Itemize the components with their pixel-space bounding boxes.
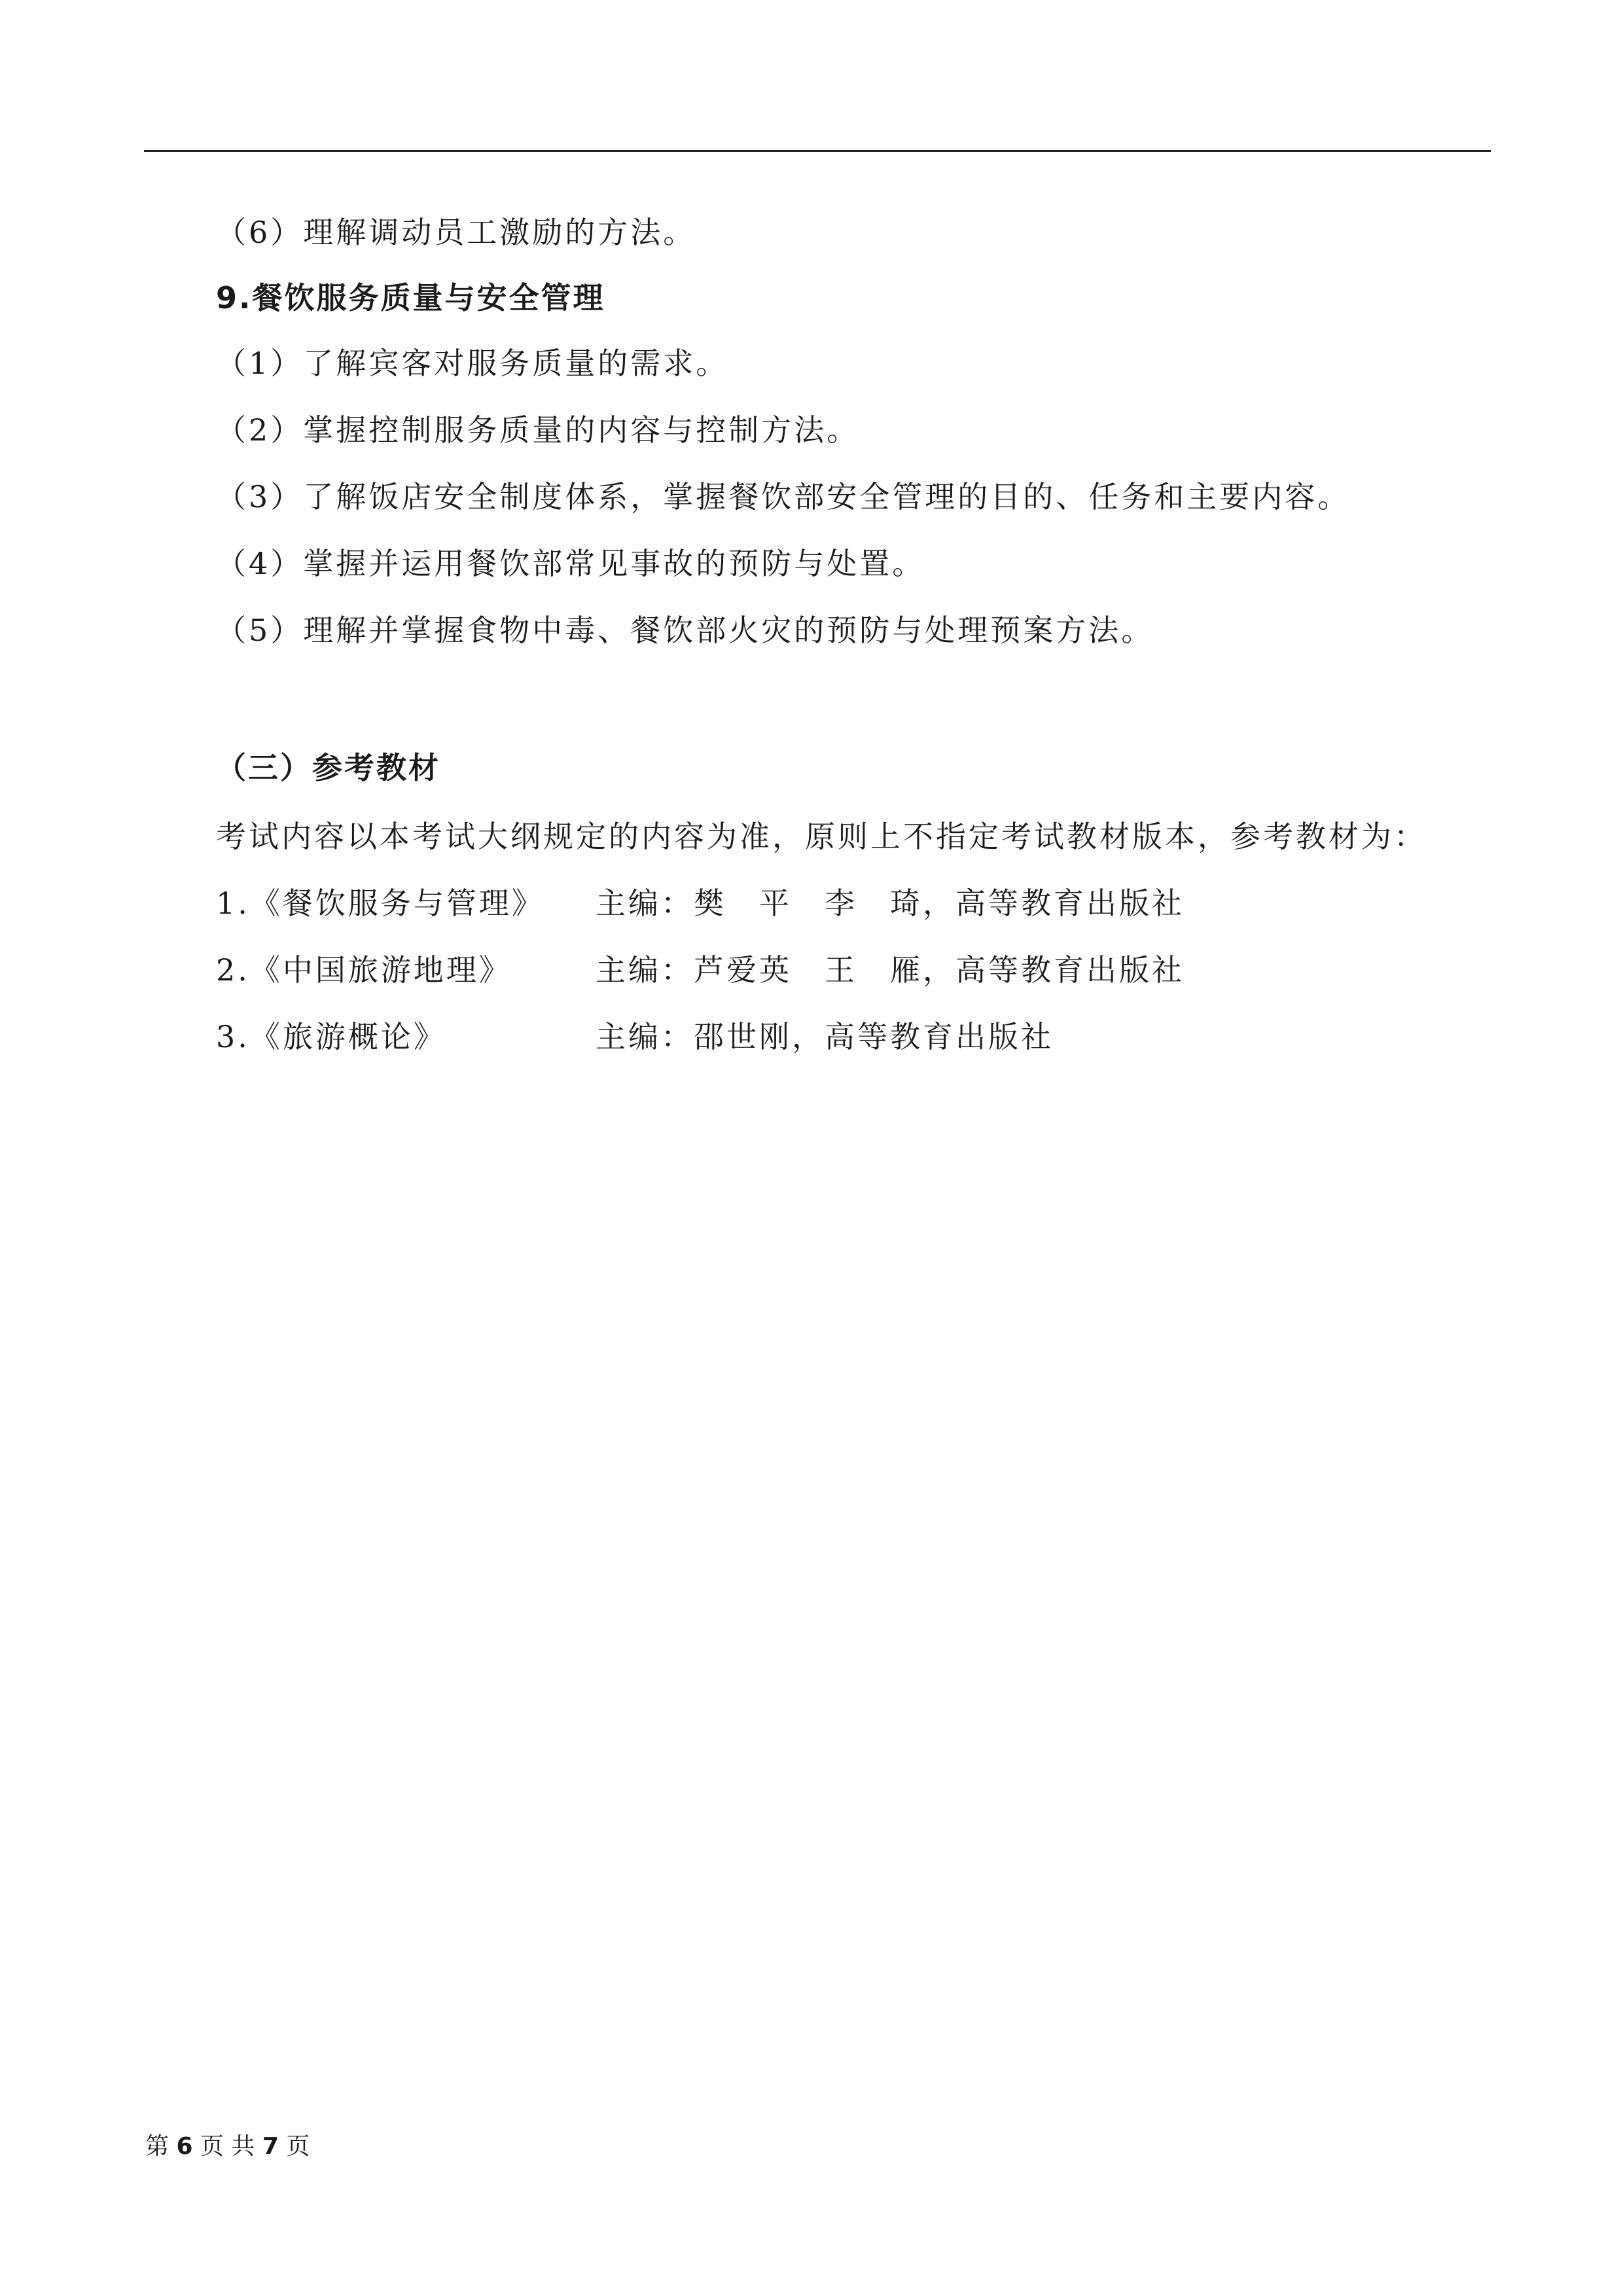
section9-item-5: （5）理解并掌握食物中毒、餐饮部火灾的预防与处理预案方法。: [216, 613, 1154, 648]
references-intro: 考试内容以本考试大纲规定的内容为准，原则上不指定考试教材版本，参考教材为：: [216, 819, 1427, 854]
reference-book-3: [0, 1017, 1623, 1056]
footer-suffix: 页: [286, 2133, 310, 2160]
references-heading: （三）参考教材: [216, 750, 440, 785]
footer-middle: 页 共: [200, 2133, 255, 2160]
page-footer: [145, 2132, 310, 2161]
footer-page-number: 6: [176, 2133, 193, 2160]
objective-item-6: （6）理解调动员工激励的方法。: [216, 215, 696, 250]
reference-book-title: 1.《餐饮服务与管理》: [216, 886, 544, 921]
footer-total-pages: 7: [262, 2133, 279, 2160]
reference-book-1: [0, 884, 1623, 923]
section-heading-9: 9.餐饮服务质量与安全管理: [216, 280, 605, 315]
reference-book-editor: 主编：邵世刚，高等教育出版社: [596, 1019, 1054, 1054]
reference-book-editor: 主编：樊 平 李 琦，高等教育出版社: [596, 886, 1185, 921]
section9-item-3: （3）了解饭店安全制度体系，掌握餐饮部安全管理的目的、任务和主要内容。: [216, 479, 1351, 514]
header-rule: [144, 150, 1491, 152]
section9-item-2: （2）掌握控制服务质量的内容与控制方法。: [216, 412, 860, 448]
reference-book-title: 2.《中国旅游地理》: [216, 952, 512, 988]
reference-book-2: [0, 950, 1623, 990]
section9-item-4: （4）掌握并运用餐饮部常见事故的预防与处置。: [216, 546, 925, 581]
footer-prefix: 第: [145, 2133, 169, 2160]
reference-book-editor: 主编：芦爱英 王 雁，高等教育出版社: [596, 952, 1185, 988]
section9-item-1: （1）了解宾客对服务质量的需求。: [216, 346, 729, 381]
reference-book-title: 3.《旅游概论》: [216, 1019, 446, 1054]
